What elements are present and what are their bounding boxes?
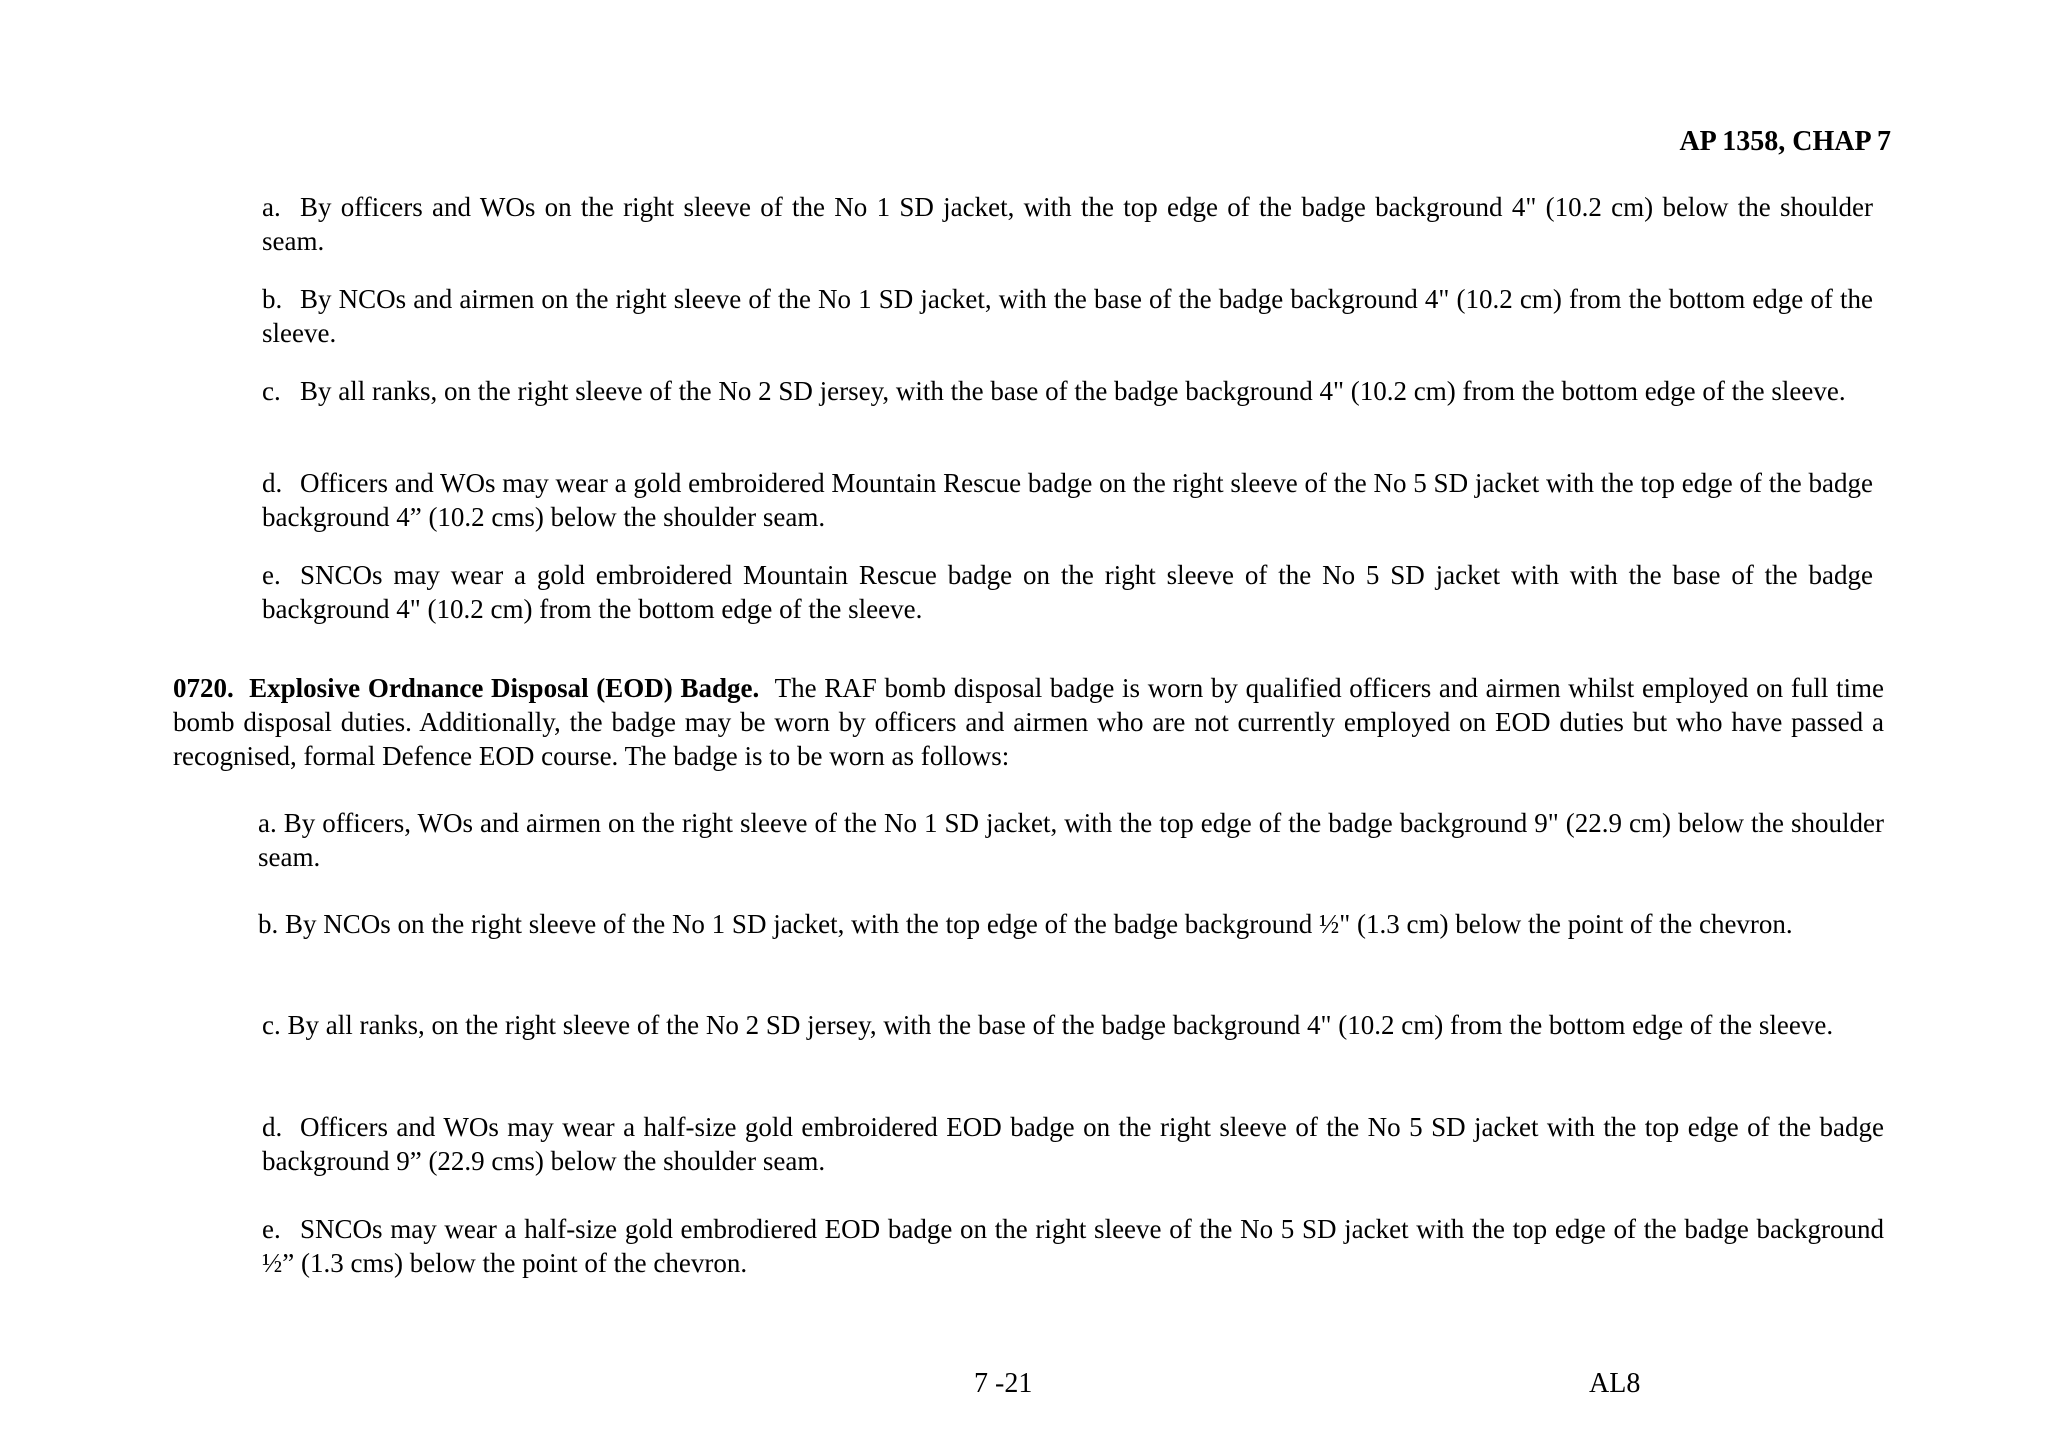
document-reference: AP 1358, CHAP 7 <box>1679 126 1891 157</box>
item-text: b. By NCOs on the right sleeve of the No 1 SD jacket, with the top edge of the badge background ½" (1.3 cm) below the point of the chevron. <box>258 909 1793 939</box>
section-title: Explosive Ordnance Disposal (EOD) Badge. <box>249 673 760 703</box>
item-letter: b. <box>262 284 283 314</box>
list-item <box>258 806 1884 874</box>
list-item <box>262 374 1873 408</box>
section-0720-paragraph <box>173 671 1884 773</box>
item-text: SNCOs may wear a half-size gold embrodiered EOD badge on the right sleeve of the No 5 SD jacket with the top edge of the badge background ½” (1.3 cms) below the point of the chevron. <box>262 1214 1884 1278</box>
list-item <box>262 282 1873 350</box>
item-text: Officers and WOs may wear a half-size gold embroidered EOD badge on the right sleeve of the No 5 SD jacket with the top edge of the badge background 9” (22.9 cms) below the shoulder seam. <box>262 1112 1884 1176</box>
item-text: SNCOs may wear a gold embroidered Mountain Rescue badge on the right sleeve of the No 5 SD jacket with with the base of the badge background 4" (10.2 cm) from the bottom edge of the sleeve. <box>262 560 1873 624</box>
list-item <box>262 466 1873 534</box>
item-letter: a. <box>262 192 281 222</box>
item-text: c. By all ranks, on the right sleeve of the No 2 SD jersey, with the base of the badge background 4" (10.2 cm) from the bottom edge of the sleeve. <box>262 1010 1834 1040</box>
item-letter: d. <box>262 468 283 498</box>
item-text: By all ranks, on the right sleeve of the No 2 SD jersey, with the base of the badge background 4" (10.2 cm) from the bottom edge of the sleeve. <box>300 376 1846 406</box>
item-text: Officers and WOs may wear a gold embroidered Mountain Rescue badge on the right sleeve of the No 5 SD jacket with the top edge of the badge background 4” (10.2 cms) below the shoulder seam. <box>262 468 1873 532</box>
list-item <box>262 558 1873 626</box>
item-letter: d. <box>262 1112 283 1142</box>
section-number: 0720. <box>173 673 234 703</box>
item-letter: e. <box>262 560 281 590</box>
list-item <box>262 190 1873 258</box>
item-letter: c. <box>262 376 281 406</box>
page-number: 7 -21 <box>974 1368 1033 1399</box>
item-letter: e. <box>262 1214 281 1244</box>
list-item <box>262 1008 1884 1042</box>
amendment-list: AL8 <box>1589 1368 1641 1399</box>
list-item <box>262 1212 1884 1280</box>
section-body: The RAF bomb disposal badge is worn by qualified officers and airmen whilst employed on full time bomb disposal duties. Additionally, the badge may be worn by officers and airmen who are not currently employed on EOD duties but who have passed a recognised, formal Defence EOD course. The badge is to be worn as follows: <box>173 673 1884 771</box>
list-item <box>258 907 1884 941</box>
list-item <box>262 1110 1884 1178</box>
item-text: By officers and WOs on the right sleeve of the No 1 SD jacket, with the top edge of the badge background 4" (10.2 cm) below the shoulder seam. <box>262 192 1873 256</box>
item-text: By NCOs and airmen on the right sleeve of the No 1 SD jacket, with the base of the badge background 4" (10.2 cm) from the bottom edge of the sleeve. <box>262 284 1873 348</box>
item-text: a. By officers, WOs and airmen on the right sleeve of the No 1 SD jacket, with the top edge of the badge background 9" (22.9 cm) below the shoulder seam. <box>258 808 1884 872</box>
